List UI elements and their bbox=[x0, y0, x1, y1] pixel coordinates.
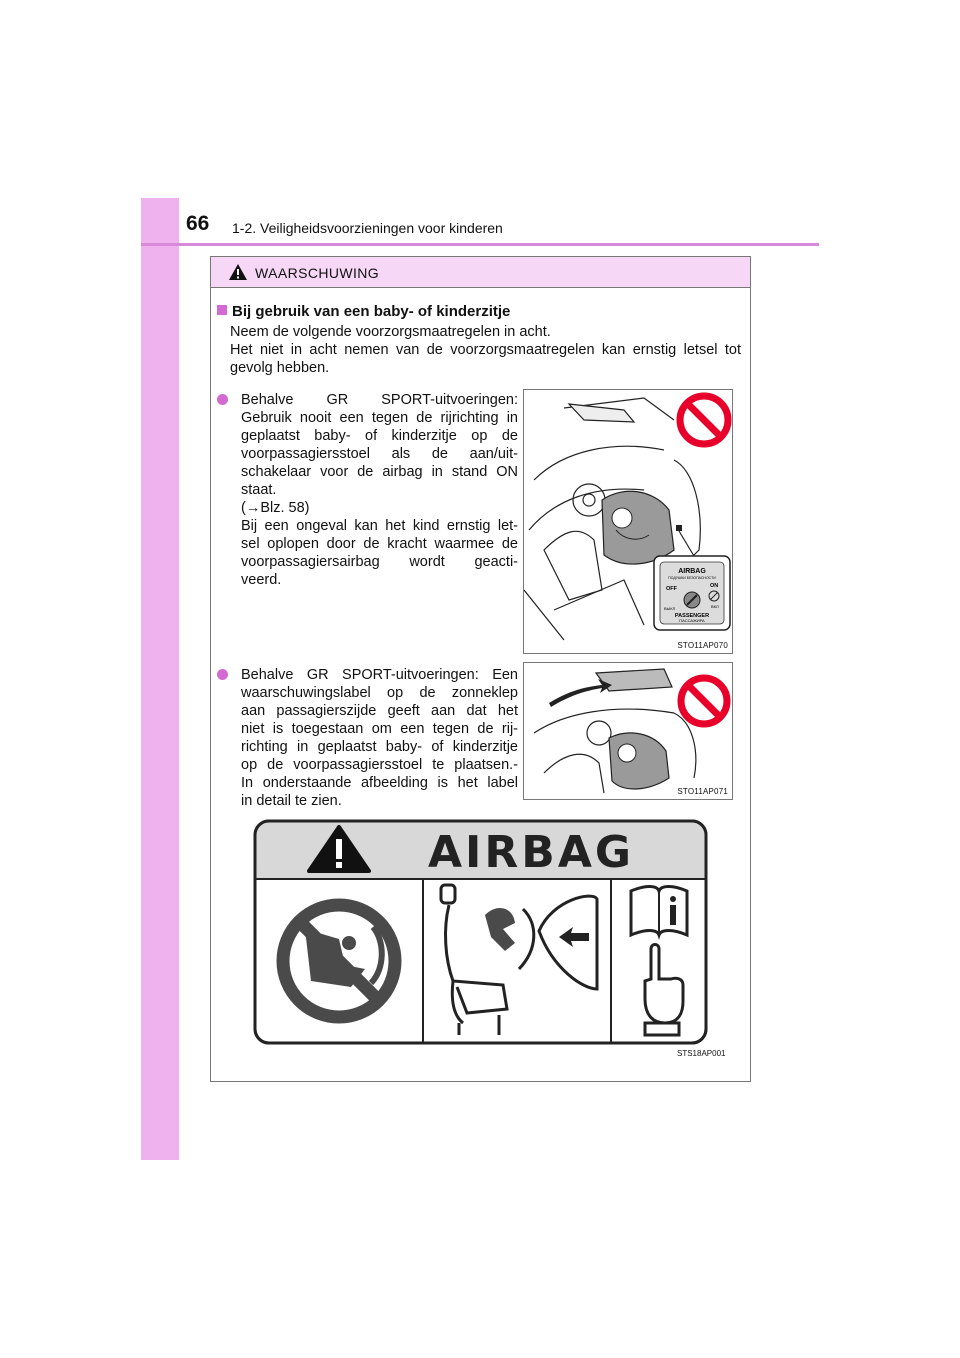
figure-code: STO11AP070 bbox=[677, 641, 728, 650]
switch-off-label: OFF bbox=[666, 586, 677, 592]
figure-sun-visor-label bbox=[523, 662, 733, 800]
switch-on-ru: ВКЛ bbox=[711, 604, 719, 609]
switch-passenger-label: PASSENGER bbox=[674, 613, 710, 619]
warning-triangle-icon bbox=[228, 263, 248, 281]
sun-visor-illustration bbox=[524, 663, 732, 799]
airbag-label-graphic bbox=[253, 819, 708, 1045]
car-interior-illustration bbox=[524, 390, 732, 653]
header-rule bbox=[141, 243, 819, 246]
airbag-label-title: AIRBAG bbox=[427, 827, 635, 878]
intro-line: Het niet in acht nemen van de voorzorgsmaatregelen kan ernstig letsel tot gevolg hebben. bbox=[230, 342, 741, 376]
warning-title: WAARSCHUWING bbox=[255, 265, 380, 281]
intro-line: Neem de volgende voorzorgsmaatregelen in acht. bbox=[230, 324, 551, 340]
airbag-warning-label bbox=[253, 819, 708, 1050]
switch-on-label: ON bbox=[710, 583, 719, 589]
warning-header bbox=[211, 257, 750, 288]
warning-box bbox=[210, 256, 751, 1082]
chapter-side-tab bbox=[141, 198, 179, 1160]
bullet-text: Behalve GR SPORT-uitvoeringen: Een waarschuwingslabel op de zonneklep aan passagierszijde geeft aan dat het niet is toegestaan om een tegen de rij- richting in geplaatst baby- of kinderzitje op de voorpassagiersstoel te plaatsen.- In onderstaande afbeelding is het label in detail te zien. bbox=[241, 667, 518, 809]
figure-code: STO11AP071 bbox=[677, 787, 728, 796]
figure-code: STS18AP001 bbox=[677, 1049, 726, 1058]
switch-label-subtitle: ПОДУШКИ БЕЗОПАСНОСТИ bbox=[668, 576, 716, 580]
page-number: 66 bbox=[186, 212, 210, 235]
no-child-seat-icon bbox=[283, 905, 395, 1017]
switch-off-ru: ВЫКЛ bbox=[664, 606, 676, 611]
bullet-text: Behalve GR SPORT-uitvoeringen: Gebruik nooit een tegen de rijrichting in geplaatst baby- of kinderzitje op de voorpassagiersstoel als de aan/uit- schakelaar voor de airbag in stand ON staat. (→Blz. 58) Bij een ongeval kan het kind ernstig let- sel oplopen door de kracht waarmee de voorpassagiersairbag wordt geacti- veerd. bbox=[241, 392, 518, 588]
round-bullet-icon bbox=[217, 669, 228, 680]
square-bullet-icon bbox=[217, 305, 227, 315]
read-manual-book-icon bbox=[631, 887, 687, 936]
prohibition-icon bbox=[681, 678, 727, 724]
chapter-title: 1-2. Veiligheidsvoorzieningen voor kinderen bbox=[232, 220, 503, 236]
section-title: Bij gebruik van een baby- of kinderzitje bbox=[217, 303, 510, 320]
prohibition-icon bbox=[680, 396, 728, 444]
round-bullet-icon bbox=[217, 394, 228, 405]
figure-rear-facing-seat bbox=[523, 389, 733, 654]
switch-passenger-ru: ПАССАЖИРА bbox=[679, 618, 705, 623]
switch-label-title: AIRBAG bbox=[678, 568, 706, 575]
intro-text bbox=[230, 323, 741, 377]
